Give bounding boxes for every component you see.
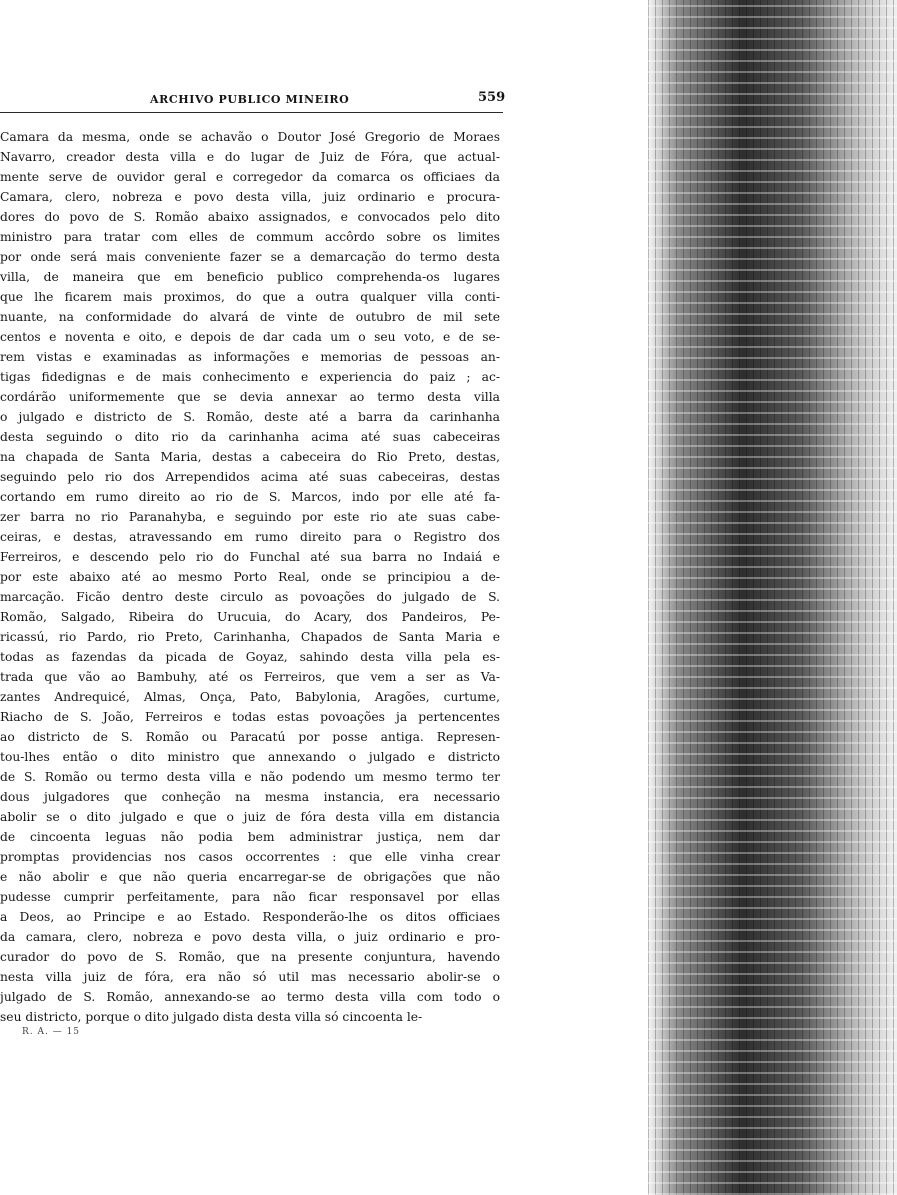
text-line: Ferreiros, e descendo pelo rio do Funchal até sua barra no Indaiá e — [0, 550, 500, 564]
text-line: pudesse cumprir perfeitamente, para não ficar responsavel por ellas — [0, 890, 500, 904]
text-line: Romão, Salgado, Ribeira do Urucuia, do Acary, dos Pandeiros, Pe- — [0, 610, 500, 624]
text-line: cordárão uniformemente que se devia annexar ao termo desta villa — [0, 390, 500, 404]
text-line: Navarro, creador desta villa e do lugar de Juiz de Fóra, que actual- — [0, 150, 500, 164]
text-line: dores do povo de S. Romão abaixo assignados, e convocados pelo dito — [0, 210, 500, 224]
text-line: todas as fazendas da picada de Goyaz, sahindo desta villa pela es- — [0, 650, 500, 664]
text-line: de cincoenta leguas não podia bem administrar justiça, nem dar — [0, 830, 500, 844]
text-line: Camara, clero, nobreza e povo desta villa, juiz ordinario e procura- — [0, 190, 500, 204]
text-line: e não abolir e que não queria encarregar-se de obrigações que não — [0, 870, 500, 884]
text-line: que lhe ficarem mais proximos, do que a outra qualquer villa conti- — [0, 290, 500, 304]
text-line: abolir se o dito julgado e que o juiz de fóra desta villa em distancia — [0, 810, 500, 824]
text-line: desta seguindo o dito rio da carinhanha acima até suas cabeceiras — [0, 430, 500, 444]
text-line: por este abaixo até ao mesmo Porto Real, onde se principiou a de- — [0, 570, 500, 584]
text-line: o julgado e districto de S. Romão, deste até a barra da carinhanha — [0, 410, 500, 424]
text-line: de S. Romão ou termo desta villa e não podendo um mesmo termo ter — [0, 770, 500, 784]
scanned-book-edge — [648, 0, 897, 1195]
text-line: centos e noventa e oito, e depois de dar cada um o seu voto, e de se- — [0, 330, 500, 344]
running-title: ARCHIVO PUBLICO MINEIRO — [150, 93, 350, 106]
text-line: cortando em rumo direito ao rio de S. Marcos, indo por elle até fa- — [0, 490, 500, 504]
text-line: na chapada de Santa Maria, destas a cabeceira do Rio Preto, destas, — [0, 450, 500, 464]
text-line: por onde será mais conveniente fazer se a demarcação do termo desta — [0, 250, 500, 264]
text-line: mente serve de ouvidor geral e corregedor da comarca os officiaes da — [0, 170, 500, 184]
text-line: zer barra no rio Paranahyba, e seguindo por este rio ate suas cabe- — [0, 510, 500, 524]
body-text — [0, 127, 500, 1027]
text-line: marcação. Ficão dentro deste circulo as povoações do julgado de S. — [0, 590, 500, 604]
text-line: tigas fidedignas e de mais conhecimento e experiencia do paiz ; ac- — [0, 370, 500, 384]
text-line: zantes Andrequicé, Almas, Onça, Pato, Babylonia, Aragões, curtume, — [0, 690, 500, 704]
text-line: a Deos, ao Principe e ao Estado. Responderão-lhe os ditos officiaes — [0, 910, 500, 924]
text-line: dous julgadores que conheção na mesma instancia, era necessario — [0, 790, 500, 804]
text-line: da camara, clero, nobreza e povo desta villa, o juiz ordinario e pro- — [0, 930, 500, 944]
text-line: nesta villa juiz de fóra, era não só util mas necessario abolir-se o — [0, 970, 500, 984]
text-line: seguindo pelo rio dos Arrependidos acima até suas cabeceiras, destas — [0, 470, 500, 484]
text-line: ricassú, rio Pardo, rio Preto, Carinhanha, Chapados de Santa Maria e — [0, 630, 500, 644]
signature-mark: R. A. — 15 — [22, 1027, 81, 1037]
header-rule — [0, 112, 503, 113]
text-line: nuante, na conformidade do alvará de vinte de outubro de mil sete — [0, 310, 500, 324]
text-line: tou-lhes então o dito ministro que annexando o julgado e districto — [0, 750, 500, 764]
text-line: julgado de S. Romão, annexando-se ao termo desta villa com todo o — [0, 990, 500, 1004]
text-line: curador do povo de S. Romão, que na presente conjuntura, havendo — [0, 950, 500, 964]
text-line: seu districto, porque o dito julgado dista desta villa só cincoenta le- — [0, 1010, 423, 1024]
text-line: Riacho de S. João, Ferreiros e todas estas povoações ja pertencentes — [0, 710, 500, 724]
text-line: rem vistas e examinadas as informações e memorias de pessoas an- — [0, 350, 500, 364]
text-line: villa, de maneira que em beneficio publico comprehenda-os lugares — [0, 270, 500, 284]
page-header — [0, 88, 505, 112]
text-line: ministro para tratar com elles de commum accôrdo sobre os limites — [0, 230, 500, 244]
text-line: trada que vão ao Bambuhy, até os Ferreiros, que vem a ser as Va- — [0, 670, 500, 684]
page-number: 559 — [478, 90, 506, 105]
text-line: ao districto de S. Romão ou Paracatú por posse antiga. Represen- — [0, 730, 500, 744]
text-line: promptas providencias nos casos occorrentes : que elle vinha crear — [0, 850, 500, 864]
text-line: ceiras, e destas, atravessando em rumo direito para o Registro dos — [0, 530, 500, 544]
text-line: Camara da mesma, onde se achavão o Doutor José Gregorio de Moraes — [0, 130, 500, 144]
